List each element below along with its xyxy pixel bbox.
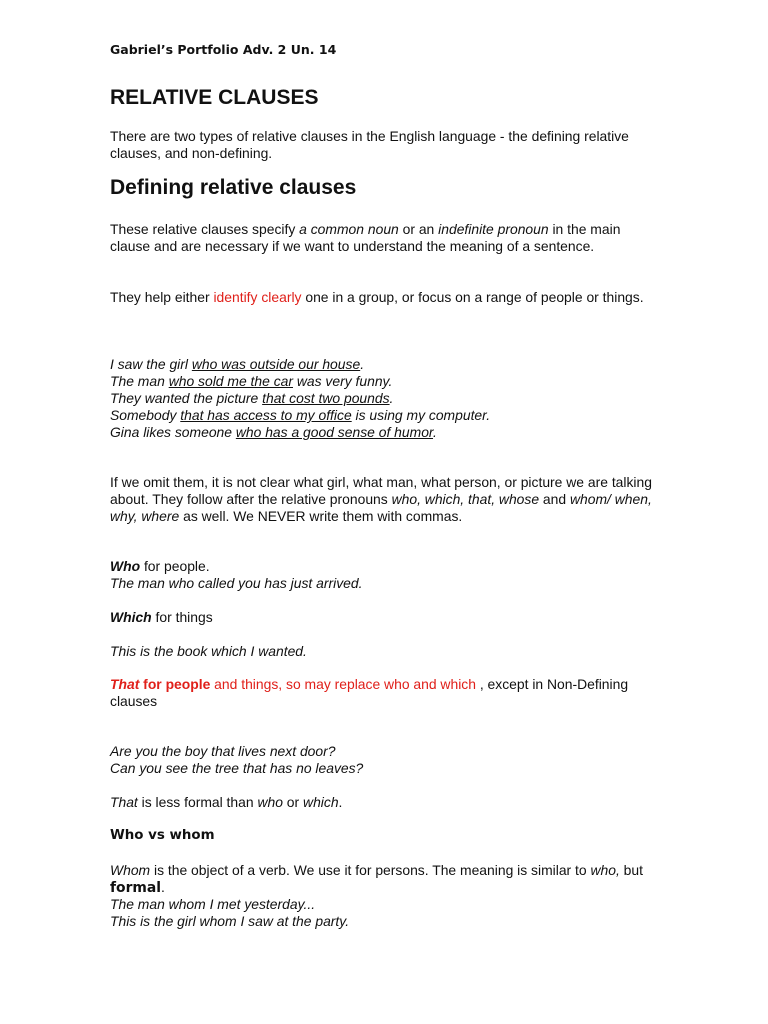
example-line: I saw the girl who was outside our house. bbox=[110, 356, 365, 372]
example-line: The man who sold me the car was very funny. bbox=[110, 373, 393, 389]
which-example: This is the book which I wanted. bbox=[110, 643, 307, 659]
highlight-text: identify clearly bbox=[213, 289, 302, 305]
intro-paragraph: There are two types of relative clauses in the English language - the defining relative clauses, and non-defining. bbox=[110, 128, 629, 161]
which-rule bbox=[110, 609, 655, 626]
whom-paragraph: Whom is the object of a verb. We use it for persons. The meaning is similar to who, but formal. bbox=[110, 862, 643, 896]
para-text: and bbox=[539, 491, 570, 507]
para-text: in the main clause and are necessary if we want to understand the meaning of a sentence. bbox=[110, 221, 621, 254]
rule-text: for people. bbox=[140, 558, 210, 574]
example-line: Are you the boy that lives next door? bbox=[110, 743, 336, 759]
rule-text: , except in Non-Defining clauses bbox=[110, 676, 629, 709]
para-text: one in a group, or focus on a range of people or things. bbox=[301, 289, 644, 305]
para-text: or an bbox=[398, 221, 439, 237]
rule-keyword: That bbox=[110, 676, 140, 692]
formal-note: That is less formal than who or which. bbox=[110, 794, 343, 810]
examples-list-1 bbox=[110, 356, 655, 441]
that-rule bbox=[110, 676, 655, 710]
examples-list-2 bbox=[110, 743, 655, 777]
definition-paragraph bbox=[110, 221, 655, 255]
rule-example: The man who called you has just arrived. bbox=[110, 575, 363, 591]
rule-text: for things bbox=[151, 609, 213, 625]
page-title: RELATIVE CLAUSES bbox=[110, 86, 319, 109]
highlight-text: and things, so may replace who and which bbox=[210, 676, 480, 692]
example-line: This is the girl whom I saw at the party. bbox=[110, 913, 350, 929]
example-line: They wanted the picture that cost two pounds. bbox=[110, 390, 394, 406]
para-emphasis: a common noun bbox=[299, 221, 399, 237]
rule-keyword: Who bbox=[110, 558, 141, 574]
para-emphasis: whom/ when, why, where bbox=[110, 491, 652, 524]
example-line: Can you see the tree that has no leaves? bbox=[110, 760, 364, 776]
page-header: Gabriel’s Portfolio Adv. 2 Un. 14 bbox=[110, 42, 337, 57]
identify-paragraph bbox=[110, 289, 655, 306]
rule-keyword: Which bbox=[110, 609, 152, 625]
para-emphasis: indefinite pronoun bbox=[438, 221, 549, 237]
para-text: They help either bbox=[110, 289, 214, 305]
rule-bold-text: for people bbox=[139, 676, 211, 692]
who-rule bbox=[110, 558, 655, 592]
section-title: Defining relative clauses bbox=[110, 176, 357, 199]
para-text: as well. We NEVER write them with commas. bbox=[179, 508, 463, 524]
example-line: Gina likes someone who has a good sense of humor. bbox=[110, 424, 437, 440]
example-line: Somebody that has access to my office is using my computer. bbox=[110, 407, 491, 423]
who-vs-whom-heading: Who vs whom bbox=[110, 828, 215, 843]
para-text: If we omit them, it is not clear what girl, what man, what person, or picture we are talking about. They follow after the relative pronouns bbox=[110, 474, 652, 507]
omit-paragraph bbox=[110, 474, 655, 525]
para-text: These relative clauses specify bbox=[110, 221, 300, 237]
para-emphasis: who, which, that, whose bbox=[391, 491, 540, 507]
example-line: The man whom I met yesterday... bbox=[110, 896, 316, 912]
examples-list-3 bbox=[110, 896, 655, 930]
